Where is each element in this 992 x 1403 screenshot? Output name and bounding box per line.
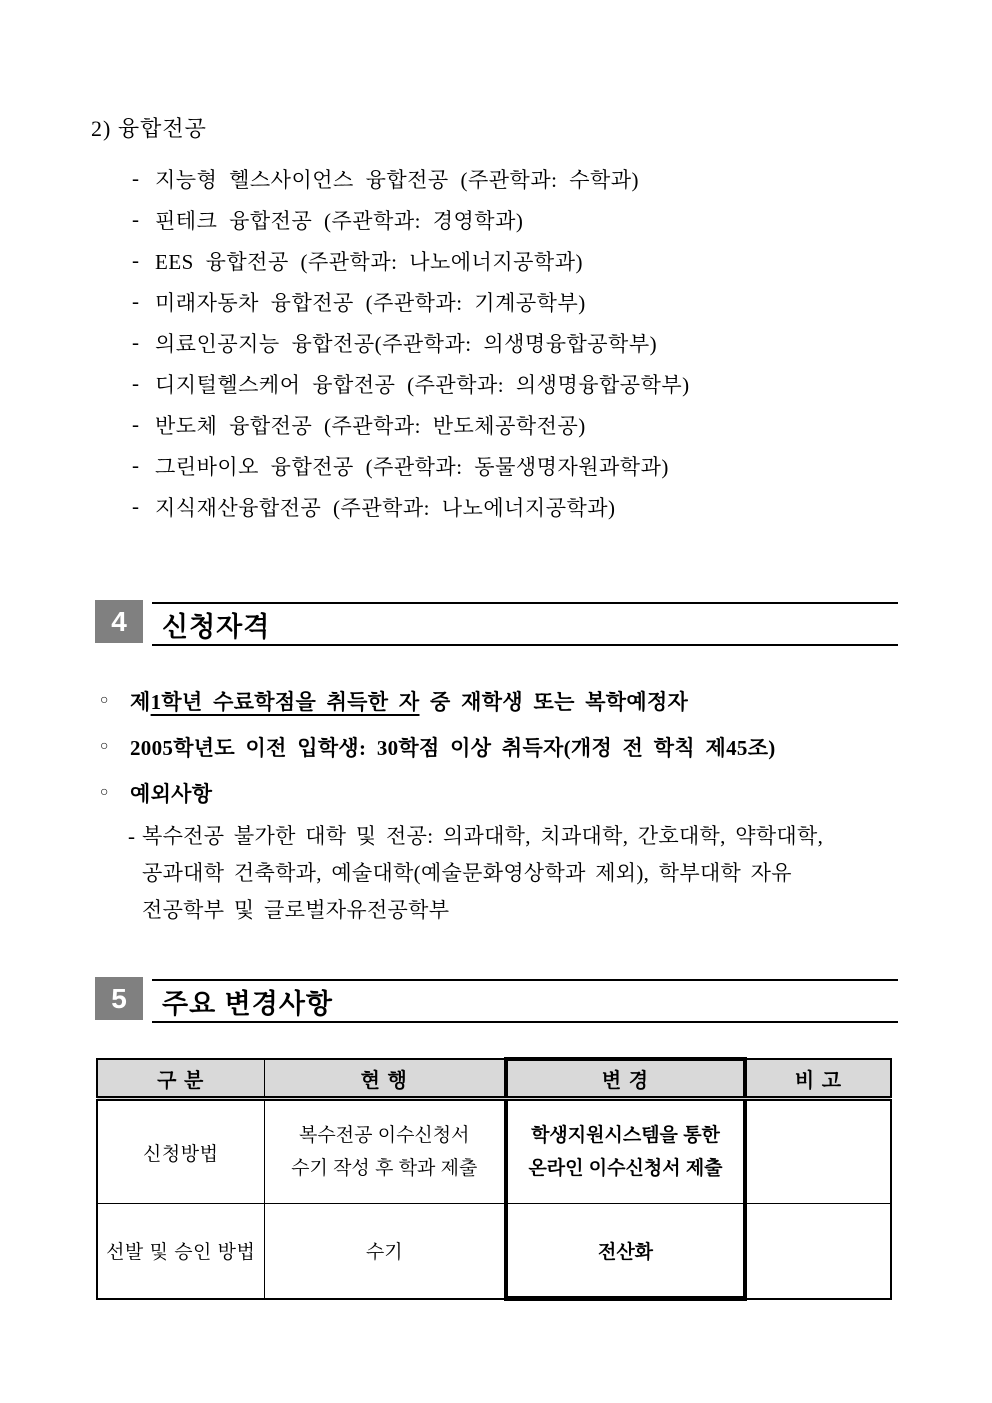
- dash-marker: -: [132, 207, 140, 231]
- cell-line: 온라인 이수신청서 제출: [528, 1158, 723, 1179]
- list-item: [132, 486, 690, 527]
- table-header-changed: 변 경: [506, 1059, 745, 1099]
- list-item: [132, 363, 690, 404]
- dash-marker: -: [132, 330, 140, 354]
- major-item-text: 의료인공지능 융합전공(주관학과: 의생명융합공학부): [155, 331, 658, 356]
- major-item-text: 핀테크 융합전공 (주관학과: 경영학과): [155, 208, 524, 233]
- table-cell-current: [264, 1099, 506, 1204]
- exception-line: 공과대학 건축학과, 예술대학(예술문화영상학과 제외), 학부대학 자유: [142, 861, 792, 885]
- majors-list: [132, 158, 690, 527]
- section-4-title: [152, 602, 898, 646]
- section-title-text: 신청자격: [162, 611, 271, 642]
- circle-bullet-marker: ○: [100, 785, 109, 800]
- dash-marker: -: [132, 248, 140, 272]
- table-row: [97, 1204, 891, 1299]
- list-item: [132, 322, 690, 363]
- changes-table: [96, 1057, 892, 1301]
- section-number: 4: [111, 605, 127, 637]
- majors-section-heading: 2) 융합전공: [91, 116, 207, 141]
- cell-line: 수기 작성 후 학과 제출: [291, 1158, 478, 1179]
- exception-note: [128, 818, 823, 929]
- table-cell-current: 수기: [264, 1204, 506, 1299]
- table-header-category: 구 분: [97, 1059, 264, 1099]
- dash-marker: -: [128, 824, 136, 848]
- qualification-text: 예외사항: [130, 782, 213, 806]
- section-5-header: [95, 977, 898, 1025]
- dash-marker: -: [132, 494, 140, 518]
- qualification-bullet-list: [100, 678, 776, 816]
- section-5-title: [152, 979, 898, 1023]
- qualification-bullet: [100, 770, 776, 816]
- table-row: [97, 1099, 891, 1204]
- circle-bullet-marker: ○: [100, 693, 109, 708]
- dash-marker: -: [132, 453, 140, 477]
- major-item-text: 지능형 헬스사이언스 융합전공 (주관학과: 수학과): [155, 167, 640, 192]
- table-header-current: 현 행: [264, 1059, 506, 1099]
- section-number: 5: [111, 982, 127, 1014]
- list-item: [132, 404, 690, 445]
- section-5-number-badge: [95, 977, 143, 1020]
- table-header-note: 비 고: [745, 1059, 891, 1099]
- table-cell-changed: [506, 1099, 745, 1204]
- qualification-bullet: [100, 724, 776, 770]
- qualification-bullet: [100, 678, 776, 724]
- table-cell-changed: 전산화: [506, 1204, 745, 1299]
- dash-marker: -: [132, 412, 140, 436]
- major-item-text: 미래자동차 융합전공 (주관학과: 기계공학부): [155, 290, 586, 315]
- major-item-text: 지식재산융합전공 (주관학과: 나노에너지공학과): [155, 495, 616, 520]
- list-item: [132, 445, 690, 486]
- major-item-text: 반도체 융합전공 (주관학과: 반도체공학전공): [155, 413, 586, 438]
- dash-marker: -: [132, 289, 140, 313]
- table-header-row: [97, 1059, 891, 1099]
- cell-line: 학생지원시스템을 통한: [531, 1125, 720, 1146]
- table-row-label: 신청방법: [97, 1099, 264, 1204]
- dash-marker: -: [132, 166, 140, 190]
- list-item: [132, 240, 690, 281]
- text-segment: 제: [130, 690, 151, 714]
- section-4-number-badge: [95, 600, 143, 643]
- major-item-text: EES 융합전공 (주관학과: 나노에너지공학과): [155, 249, 583, 274]
- major-item-text: 디지털헬스케어 융합전공 (주관학과: 의생명융합공학부): [155, 372, 690, 397]
- qualification-text: [130, 686, 688, 716]
- circle-bullet-marker: ○: [100, 739, 109, 754]
- cell-line: 복수전공 이수신청서: [299, 1125, 470, 1146]
- section-4-header: [95, 600, 898, 648]
- section-title-text: 주요 변경사항: [162, 988, 333, 1019]
- table-cell-note: [745, 1204, 891, 1299]
- qualification-text: 2005학년도 이전 입학생: 30학점 이상 취득자(개정 전 학칙 제45조): [130, 736, 776, 760]
- table-row-label: 선발 및 승인 방법: [97, 1204, 264, 1299]
- major-item-text: 그린바이오 융합전공 (주관학과: 동물생명자원과학과): [155, 454, 669, 479]
- list-item: [132, 281, 690, 322]
- list-item: [132, 158, 690, 199]
- dash-marker: -: [132, 371, 140, 395]
- table-cell-note: [745, 1099, 891, 1204]
- text-segment: 중 재학생 또는 복학예정자: [419, 690, 689, 714]
- list-item: [132, 199, 690, 240]
- underlined-text-segment: 1학년 수료학점을 취득한 자: [150, 690, 420, 714]
- exception-line: 복수전공 불가한 대학 및 전공: 의과대학, 치과대학, 간호대학, 약학대학,: [142, 824, 824, 848]
- exception-line: 전공학부 및 글로벌자유전공학부: [142, 898, 450, 922]
